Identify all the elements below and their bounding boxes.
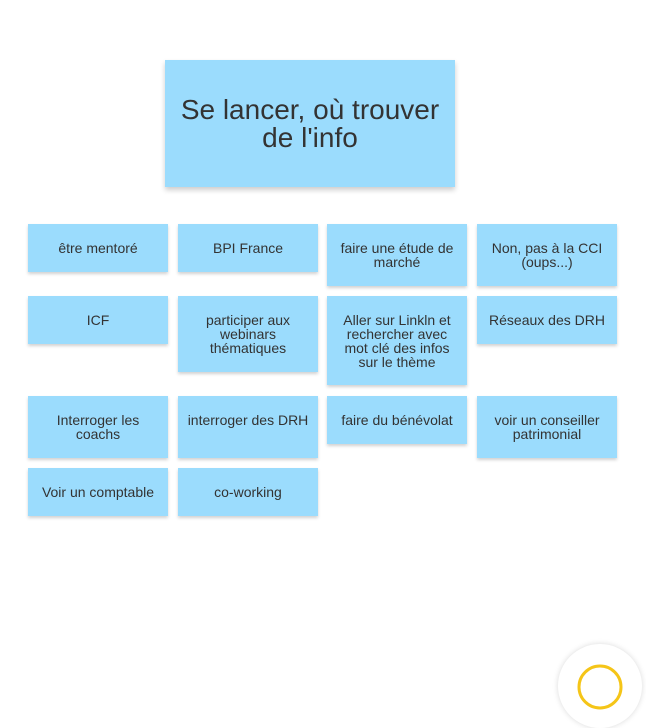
sticky-note[interactable] <box>28 224 168 272</box>
sticky-note[interactable] <box>178 296 318 372</box>
sticky-note-text: faire du bénévolat <box>341 412 453 428</box>
sticky-note-text: BPI France <box>212 240 284 256</box>
sticky-note-text: ICF <box>86 312 110 328</box>
sticky-note[interactable] <box>28 396 168 458</box>
sticky-note[interactable] <box>477 396 617 458</box>
sticky-note-text: Non, pas à la CCI (oups...) <box>491 240 603 270</box>
sticky-note-text: Aller sur Linkln et rechercher avec mot clé des infos sur le thème <box>343 312 451 370</box>
title-sticky-note[interactable] <box>165 60 455 187</box>
sticky-note[interactable] <box>178 468 318 516</box>
sticky-note-text: voir un conseiller patrimonial <box>494 412 600 442</box>
sticky-note-text: participer aux webinars thématiques <box>205 312 291 356</box>
sticky-note[interactable] <box>28 468 168 516</box>
sticky-note-text: interroger des DRH <box>187 412 309 428</box>
sticky-note[interactable] <box>327 396 467 444</box>
floating-action-button[interactable] <box>558 644 642 728</box>
sticky-note[interactable] <box>477 296 617 344</box>
sticky-note[interactable] <box>28 296 168 344</box>
sticky-note[interactable] <box>477 224 617 286</box>
sticky-note[interactable] <box>327 296 467 385</box>
sticky-note[interactable] <box>327 224 467 286</box>
sticky-note-text: faire une étude de marché <box>340 240 454 270</box>
title-sticky-text: Se lancer, où trouver de l'info <box>180 94 440 153</box>
sticky-note-text: être mentoré <box>58 240 138 256</box>
circle-icon <box>575 662 625 712</box>
sticky-note-text: Réseaux des DRH <box>489 312 605 328</box>
sticky-note-text: Interroger les coachs <box>56 412 140 442</box>
sticky-note[interactable] <box>178 224 318 272</box>
sticky-note-text: co-working <box>214 484 282 500</box>
sticky-note[interactable] <box>178 396 318 458</box>
sticky-note-text: Voir un comptable <box>41 484 155 500</box>
